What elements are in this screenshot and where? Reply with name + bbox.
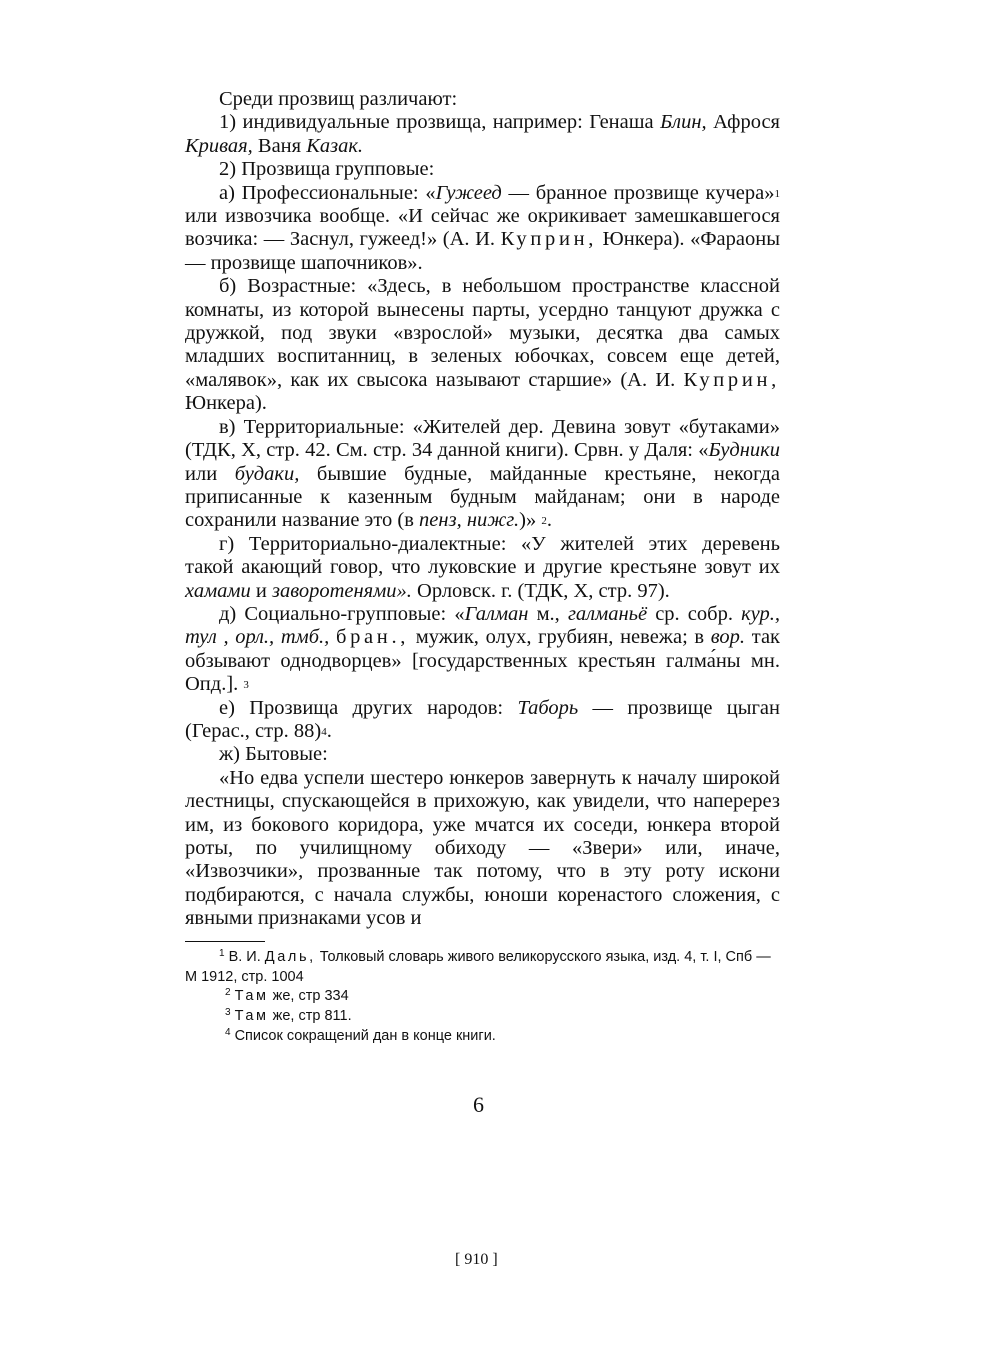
footnote-number: 1 <box>219 947 225 959</box>
text: Юнкера). <box>185 392 267 415</box>
footnote-number: 3 <box>225 1006 231 1018</box>
italic-abbr: вор. <box>710 626 746 649</box>
spaced-word: Там <box>234 1007 269 1024</box>
footnote-4 <box>185 1027 780 1047</box>
intro-text: Среди прозвищ различают: <box>219 88 458 110</box>
page-number: 6 <box>473 1092 484 1117</box>
text: )» <box>519 509 542 532</box>
paragraph-peoples: е) Прозвища других народов: Таборь — прозвище цыган (Герас., стр. 88)$^4$. <box>185 696 781 742</box>
text: Список сокращений дан в конце книги. <box>234 1027 496 1044</box>
paragraph-everyday <box>185 743 780 766</box>
text: — прозвище цыган (Герас., стр. 88) <box>185 696 781 742</box>
text: мужик, олух, грубиян, невежа; в <box>409 626 711 649</box>
italic-term: галманьё <box>567 602 648 625</box>
italic-term: Будники <box>708 439 780 462</box>
text: бывшие будные, майданные крестьяне, некогда приписанные к казенным будным майданам; они в народе сохранили название это (в <box>185 462 780 532</box>
text: ж) Бытовые: <box>219 743 328 766</box>
text: Орловск. г. (ТДК, X, стр. 97). <box>411 579 670 602</box>
italic-term: Галман <box>464 602 529 625</box>
paragraph-dialect <box>185 533 780 603</box>
paragraph-individual <box>185 111 780 158</box>
paragraph-group <box>185 158 780 181</box>
text: — бранное прозвище кучера» <box>501 181 775 204</box>
text: так обзывают однодворцев» [государственных крестьян галма́ны мн. Опд.]. <box>185 626 781 696</box>
spaced-word: Там <box>234 987 269 1004</box>
paragraph-professional <box>185 182 780 276</box>
intro-line <box>185 88 780 111</box>
spaced-abbr: бран., <box>335 626 410 649</box>
text: «Но едва успели шестеро юнкеров завернуть к началу широкой лестницы, спускающейся в прихожую, как увидели, что наперерез им, из бокового коридора, уже мчатся их соседи, юнкера второй роты, по училищному обиходу — «Звери» или, иначе, «Извозчики», прозванные так потому, что в эту роту искони подбираются, с начала службы, юноши коренастого сложения, с явными признаками усов и <box>185 766 780 930</box>
text: а) Профессиональные: « <box>219 181 436 204</box>
text: е) Прозвища других народов: <box>219 696 518 719</box>
text: ср. собр. <box>647 602 742 625</box>
text: Толковый словарь живого великорусского языка, изд. 4, т. I, Спб — М 1912, стр. 1004 <box>185 948 771 985</box>
text: же, стр 334 <box>268 987 349 1004</box>
text: и <box>250 579 272 602</box>
paragraph-age <box>185 275 780 415</box>
footnote-1 <box>185 948 780 987</box>
text: в) Территориальные: «Жителей дер. Девина зовут «бутаками» (ТДК, X, стр. 42. См. стр. 34 данной книги). Срвн. у Даля: « <box>185 415 780 462</box>
page-text <box>185 88 780 1047</box>
footnote-ref: 2 <box>541 515 547 528</box>
footnote-ref: 1 <box>774 187 780 200</box>
italic-term: будаки, <box>234 462 300 485</box>
italic-abbr: пенз, нижг. <box>419 509 520 532</box>
italic-name: Блин, <box>660 111 707 134</box>
text: Юнкера). «Фараоны — прозвище шапочников». <box>185 228 781 274</box>
text: д) Социально-групповые: « <box>219 602 465 625</box>
footnote-ref: 4 <box>321 725 327 738</box>
text: б) Возрастные: «Здесь, в небольшом пространстве классной комнаты, из которой вынесены парты, усердно танцуют дружка с дружкой, под звуки «взрослой» музыки, десятка два самых младших воспитанниц, в зеленых юбочках, совсем еще детей, «малявок», как их свысока называют старшие» (А. И. <box>185 275 780 391</box>
page-number-bracketed: [ 910 ] <box>455 1251 498 1268</box>
paragraph-social <box>185 603 780 697</box>
italic-term: Гужеед <box>435 181 502 204</box>
footnote-2 <box>185 987 780 1007</box>
text: 1) индивидуальные прозвища, например: Генаша <box>219 111 661 134</box>
text: или <box>185 462 235 485</box>
paragraph-quote <box>185 767 780 931</box>
text: Ваня <box>252 134 307 157</box>
spaced-author: Даль, <box>264 948 316 965</box>
spaced-author: Куприн, <box>683 368 780 391</box>
paragraph-territorial: в) Территориальные: «Жителей дер. Девина зовут «бутаками» (ТДК, X, стр. 42. См. стр. 34 данной книги). Срвн. у Даля: «Будники или будаки, бывшие будные, майданные крестьяне, некогда приписанные к казенным будным майданам; они в народе сохранили название это (в пенз, нижг.)» $^2$. <box>185 415 780 532</box>
italic-term: заворотенями». <box>271 579 412 602</box>
text: г) Территориально-диалектные: «У жителей этих деревень такой акающий говор, что луковские и другие крестьяне зовут их <box>185 532 780 579</box>
footnote-3 <box>185 1007 780 1027</box>
italic-term: хамами <box>185 579 251 602</box>
italic-name: Кривая, <box>185 134 253 157</box>
text: Афрося <box>706 111 780 134</box>
italic-term: Таборь <box>517 696 579 719</box>
text: же, стр 811. <box>268 1007 352 1024</box>
text: или извозчика вообще. «И сейчас же окрикивает замешкавшегося возчика: — Заснул, гужеед!» (А. И. <box>185 205 780 251</box>
footnote-number: 2 <box>225 986 231 998</box>
footnote-number: 4 <box>225 1026 231 1038</box>
text: м., <box>528 602 568 625</box>
text: 2) Прозвища групповые: <box>219 158 435 181</box>
italic-abbr: кур., тул , орл., тмб., <box>185 602 780 649</box>
italic-name: Казак. <box>306 134 364 157</box>
footnote-divider <box>185 941 265 942</box>
text: В. И. <box>228 948 265 965</box>
spaced-author: Куприн, <box>500 228 598 251</box>
footnote-ref: 3 <box>243 679 249 692</box>
